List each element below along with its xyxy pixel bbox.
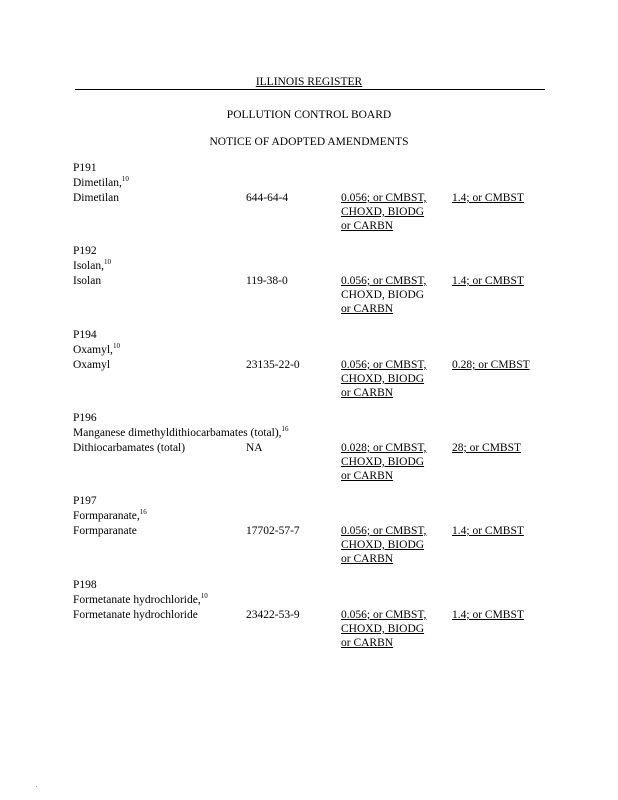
wastewater-standard: 0.028; or CMBST, CHOXD, BIODG or CARBN — [341, 442, 427, 482]
footnote-ref: 10 — [121, 175, 129, 184]
footnote-ref: 10 — [200, 592, 208, 601]
waste-code: P192 — [73, 245, 97, 257]
constituent-name: Formparanate — [73, 525, 137, 537]
footnote-ref: 16 — [139, 508, 147, 517]
footnote-ref: 16 — [281, 425, 289, 434]
cas-number: NA — [246, 442, 263, 454]
footnote-ref: 10 — [112, 342, 120, 351]
nonwastewater-standard: 1.4; or CMBST — [452, 609, 524, 621]
board-title: POLLUTION CONTROL BOARD — [226, 109, 392, 121]
header-rule — [75, 89, 545, 90]
waste-entry-p191 — [0, 161, 618, 241]
nonwastewater-standard: 1.4; or CMBST — [452, 192, 524, 204]
footnote-ref: 10 — [103, 258, 111, 267]
nonwastewater-standard: 0.28; or CMBST — [452, 359, 530, 371]
wastewater-standard: 0.056; or CMBST, CHOXD, BIODG or CARBN — [341, 609, 427, 649]
wastewater-standard: 0.056; or CMBST, CHOXD, BIODG or CARBN — [341, 359, 427, 399]
scan-speck — [36, 786, 37, 787]
notice-title: NOTICE OF ADOPTED AMENDMENTS — [209, 136, 409, 148]
constituent-name: Dithiocarbamates (total) — [73, 442, 186, 454]
waste-heading: Dimetilan,$^{10}$ — [73, 175, 129, 189]
register-title: ILLINOIS REGISTER — [255, 76, 363, 88]
waste-code: P196 — [73, 412, 97, 424]
waste-heading: Manganese dimethyldithiocarbamates (total),$^{16}$ — [73, 425, 289, 439]
cas-number: 119-38-0 — [246, 275, 288, 287]
constituent-name: Dimetilan — [73, 192, 119, 204]
waste-heading: Oxamyl,$^{10}$ — [73, 342, 120, 356]
wastewater-standard: 0.056; or CMBST, CHOXD, BIODG or CARBN — [341, 192, 427, 232]
cas-number: 23135-22-0 — [246, 359, 300, 371]
waste-entry-p198 — [0, 578, 618, 658]
nonwastewater-standard: 1.4; or CMBST — [452, 525, 524, 537]
waste-entry-p192 — [0, 244, 618, 324]
cas-number: 644-64-4 — [246, 192, 289, 204]
waste-code: P191 — [73, 162, 97, 174]
nonwastewater-standard: 28; or CMBST — [452, 442, 522, 454]
waste-entry-p194 — [0, 328, 618, 408]
cas-number: 17702-57-7 — [246, 525, 300, 537]
waste-entry-p196 — [0, 411, 618, 491]
wastewater-standard: 0.056; or CMBST, CHOXD, BIODG or CARBN — [341, 275, 427, 315]
constituent-name: Oxamyl — [73, 359, 111, 371]
nonwastewater-standard: 1.4; or CMBST — [452, 275, 524, 287]
constituent-name: Isolan — [73, 275, 102, 287]
waste-entry-p197 — [0, 494, 618, 574]
waste-code: P197 — [73, 495, 97, 507]
wastewater-standard: 0.056; or CMBST, CHOXD, BIODG or CARBN — [341, 525, 427, 565]
waste-heading: Formetanate hydrochloride,$^{10}$ — [73, 592, 208, 606]
waste-code: P194 — [73, 329, 97, 341]
cas-number: 23422-53-9 — [246, 609, 300, 621]
waste-code: P198 — [73, 579, 97, 591]
constituent-name: Formetanate hydrochloride — [73, 609, 198, 621]
waste-heading: Isolan,$^{10}$ — [73, 258, 111, 272]
waste-heading: Formparanate,$^{16}$ — [73, 508, 147, 522]
